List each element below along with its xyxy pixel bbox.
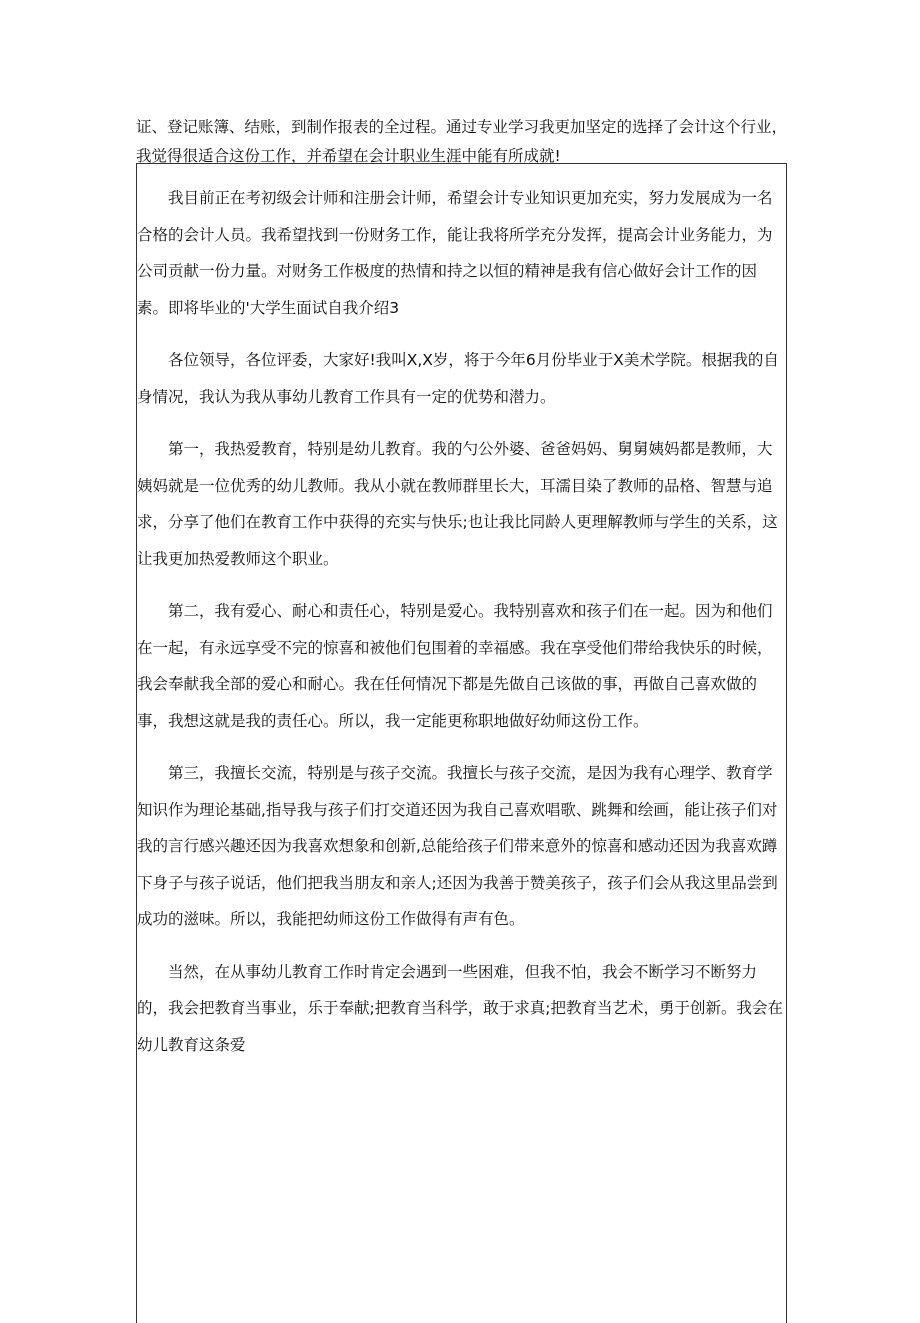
paragraph-greeting: 各位领导，各位评委，大家好!我叫X,X岁，将于今年6月份毕业于X美术学院。根据我的自身情况，我认为我从事幼儿教育工作具有一定的优势和潜力。 [137,351,779,406]
document-body [137,180,785,1079]
intro-text: 证、登记账簿、结账，到制作报表的全过程。通过专业学习我更加坚定的选择了会计这个行业，我觉得很适合这份工作，并希望在会计职业生涯中能有所成就! [136,118,788,165]
paragraph-third-point: 第三，我擅长交流，特别是与孩子交流。我擅长与孩子交流，是因为我有心理学、教育学知识作为理论基础,指导我与孩子们打交道还因为我自己喜欢唱歌、跳舞和绘画，能让孩子们对我的言行感兴趣还因为我喜欢想象和创新,总能给孩子们带来意外的惊喜和感动还因为我喜欢蹲下身子与孩子说话，他们把我当朋友和亲人;还因为我善于赞美孩子，孩子们会从我这里品尝到成功的滋味。所以，我能把幼师这份工作做得有声有色。 [137,764,778,928]
paragraph-second-point: 第二，我有爱心、耐心和责任心，特别是爱心。我特别喜欢和孩子们在一起。因为和他们在一起，有永远享受不完的惊喜和被他们包围着的幸福感。我在享受他们带给我快乐的时候，我会奉献我全部的爱心和耐心。我在任何情况下都是先做自己该做的事，再做自己喜欢做的事，我想这就是我的责任心。所以，我一定能更称职地做好幼师这份工作。 [137,602,773,730]
paragraph-closing: 当然，在从事幼儿教育工作时肯定会遇到一些困难，但我不怕，我会不断学习不断努力的，我会把教育当事业，乐于奉献;把教育当科学，敢于求真;把教育当艺术，勇于创新。我会在幼儿教育这条爱 [137,962,783,1054]
paragraph-first-point: 第一，我热爱教育，特别是幼儿教育。我的勺公外婆、爸爸妈妈、舅舅姨妈都是教师，大姨妈就是一位优秀的幼儿教师。我从小就在教师群里长大，耳濡目染了教师的品格、智慧与追求，分享了他们在教育工作中获得的充实与快乐;也让我比同龄人更理解教师与学生的关系，这让我更加热爱教师这个职业。 [137,440,778,568]
paragraph-goals: 我目前正在考初级会计师和注册会计师，希望会计专业知识更加充实，努力发展成为一名合格的会计人员。我希望找到一份财务工作，能让我将所学充分发挥，提高会计业务能力，为公司贡献一份力量。对财务工作极度的热情和持之以恒的精神是我有信心做好会计工作的因素。即将毕业的'大学生面试自我介绍3 [137,189,773,317]
